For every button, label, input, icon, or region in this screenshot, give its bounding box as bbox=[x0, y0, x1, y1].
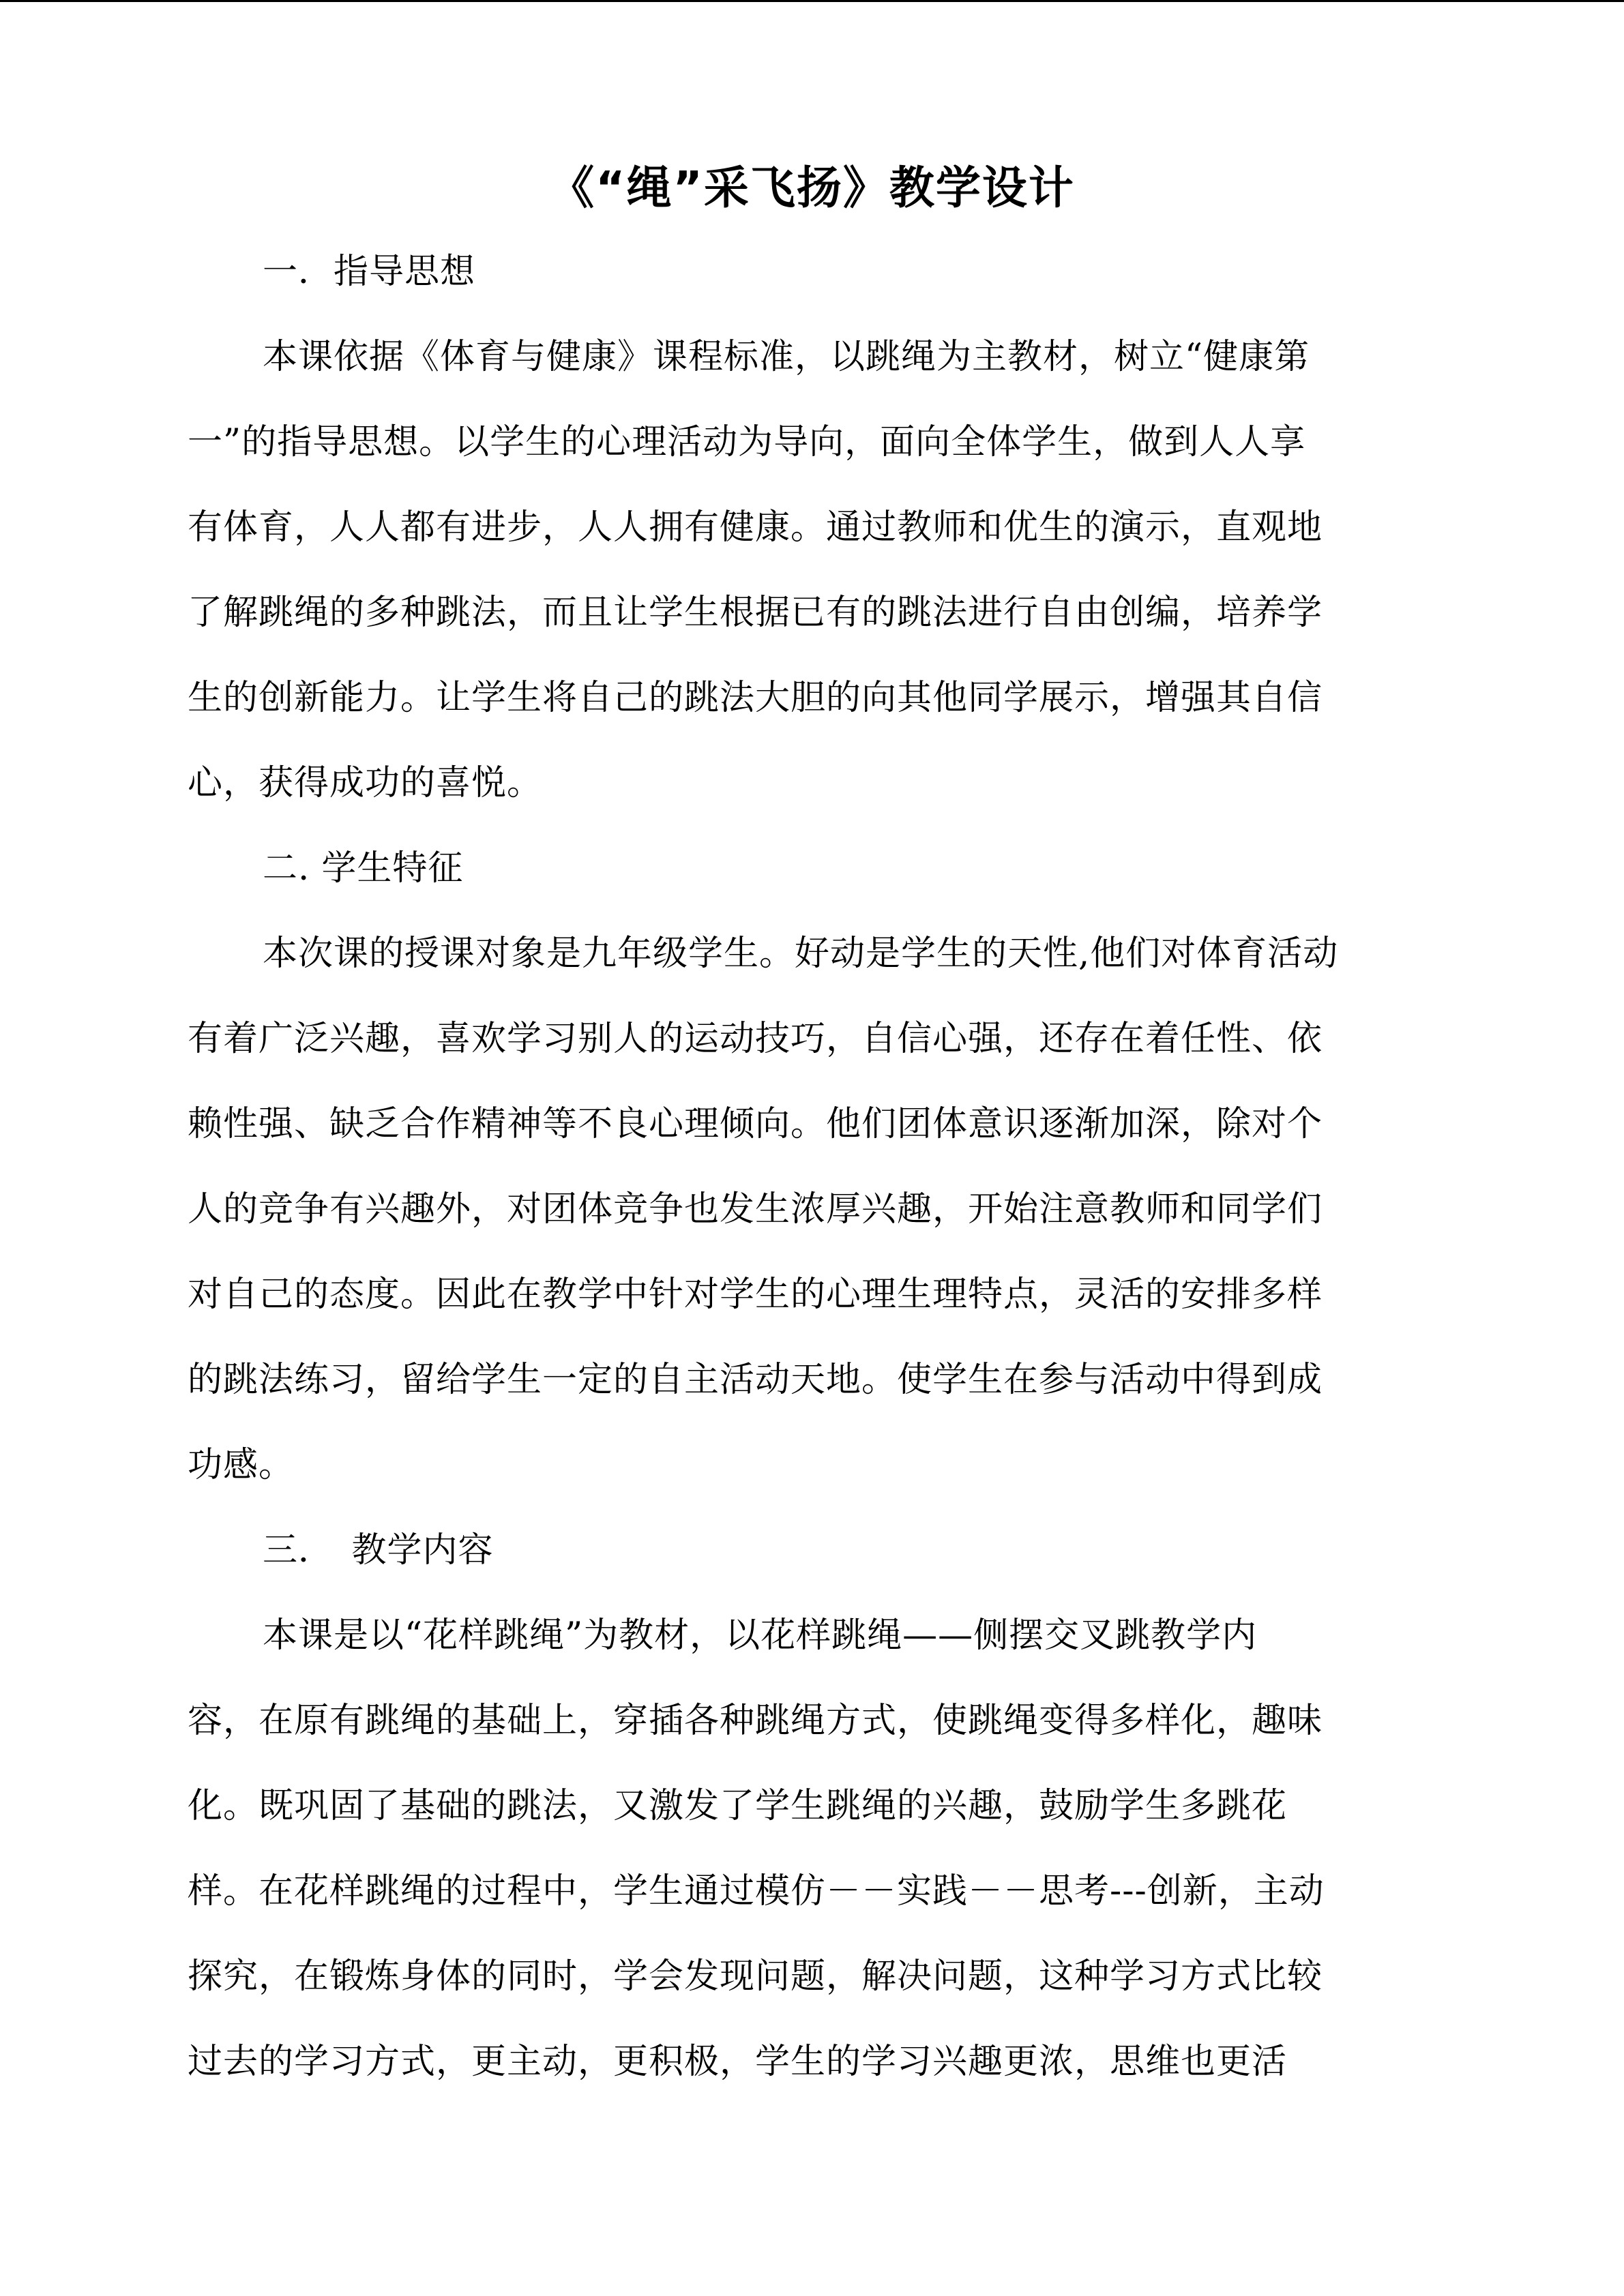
document-title: 《“绳”采飞扬》教学设计 bbox=[549, 162, 1075, 214]
paragraph-line: 心，获得成功的喜悦。 bbox=[188, 763, 543, 803]
paragraph-line: 探究，在锻炼身体的同时，学会发现问题，解决问题，这种学习方式比较 bbox=[188, 1956, 1323, 1997]
paragraph-line: 过去的学习方式，更主动，更积极，学生的学习兴趣更浓，思维也更活 bbox=[188, 2042, 1288, 2082]
document-body bbox=[188, 229, 1436, 2104]
paragraph-line: 有着广泛兴趣，喜欢学习别人的运动技巧，自信心强，还存在着任性、依 bbox=[188, 1019, 1323, 1059]
paragraph-line: 赖性强、缺乏合作精神等不良心理倾向。他们团体意识逐渐加深，除对个 bbox=[188, 1104, 1323, 1144]
paragraph-line: 功感。 bbox=[188, 1445, 295, 1485]
paragraph-line: 对自己的态度。因此在教学中针对学生的心理生理特点，灵活的安排多样 bbox=[188, 1274, 1323, 1315]
paragraph-line: 本课依据《体育与健康》课程标准，以跳绳为主教材，树立“健康第 bbox=[263, 337, 1310, 377]
section-heading-guiding-ideology: 一．指导思想 bbox=[263, 252, 476, 292]
paragraph-line: 样。在花样跳绳的过程中，学生通过模仿－－实践－－思考---创新，主动 bbox=[188, 1871, 1325, 1911]
paragraph-line: 生的创新能力。让学生将自己的跳法大胆的向其他同学展示，增强其自信 bbox=[188, 678, 1323, 718]
paragraph-line: 人的竞争有兴趣外，对团体竞争也发生浓厚兴趣，开始注意教师和同学们 bbox=[188, 1189, 1323, 1229]
paragraph-line: 容，在原有跳绳的基础上，穿插各种跳绳方式，使跳绳变得多样化，趣味 bbox=[188, 1701, 1323, 1741]
paragraph-line: 本课是以“花样跳绳”为教材，以花样跳绳——侧摆交叉跳教学内 bbox=[263, 1615, 1258, 1656]
paragraph-line: 化。既巩固了基础的跳法，又激发了学生跳绳的兴趣，鼓励学生多跳花 bbox=[188, 1786, 1288, 1826]
paragraph-line: 本次课的授课对象是九年级学生。好动是学生的天性,他们对体育活动 bbox=[263, 934, 1339, 974]
section-heading-student-characteristics: 二. 学生特征 bbox=[263, 848, 464, 889]
paragraph-line: 的跳法练习，留给学生一定的自主活动天地。使学生在参与活动中得到成 bbox=[188, 1360, 1323, 1400]
paragraph-line: 有体育，人人都有进步，人人拥有健康。通过教师和优生的演示，直观地 bbox=[188, 507, 1323, 548]
paragraph-line: 一”的指导思想。以学生的心理活动为导向，面向全体学生，做到人人享 bbox=[188, 422, 1306, 462]
section-heading-teaching-content: 三． 教学内容 bbox=[263, 1530, 494, 1570]
paragraph-line: 了解跳绳的多种跳法，而且让学生根据已有的跳法进行自由创编，培养学 bbox=[188, 593, 1323, 633]
